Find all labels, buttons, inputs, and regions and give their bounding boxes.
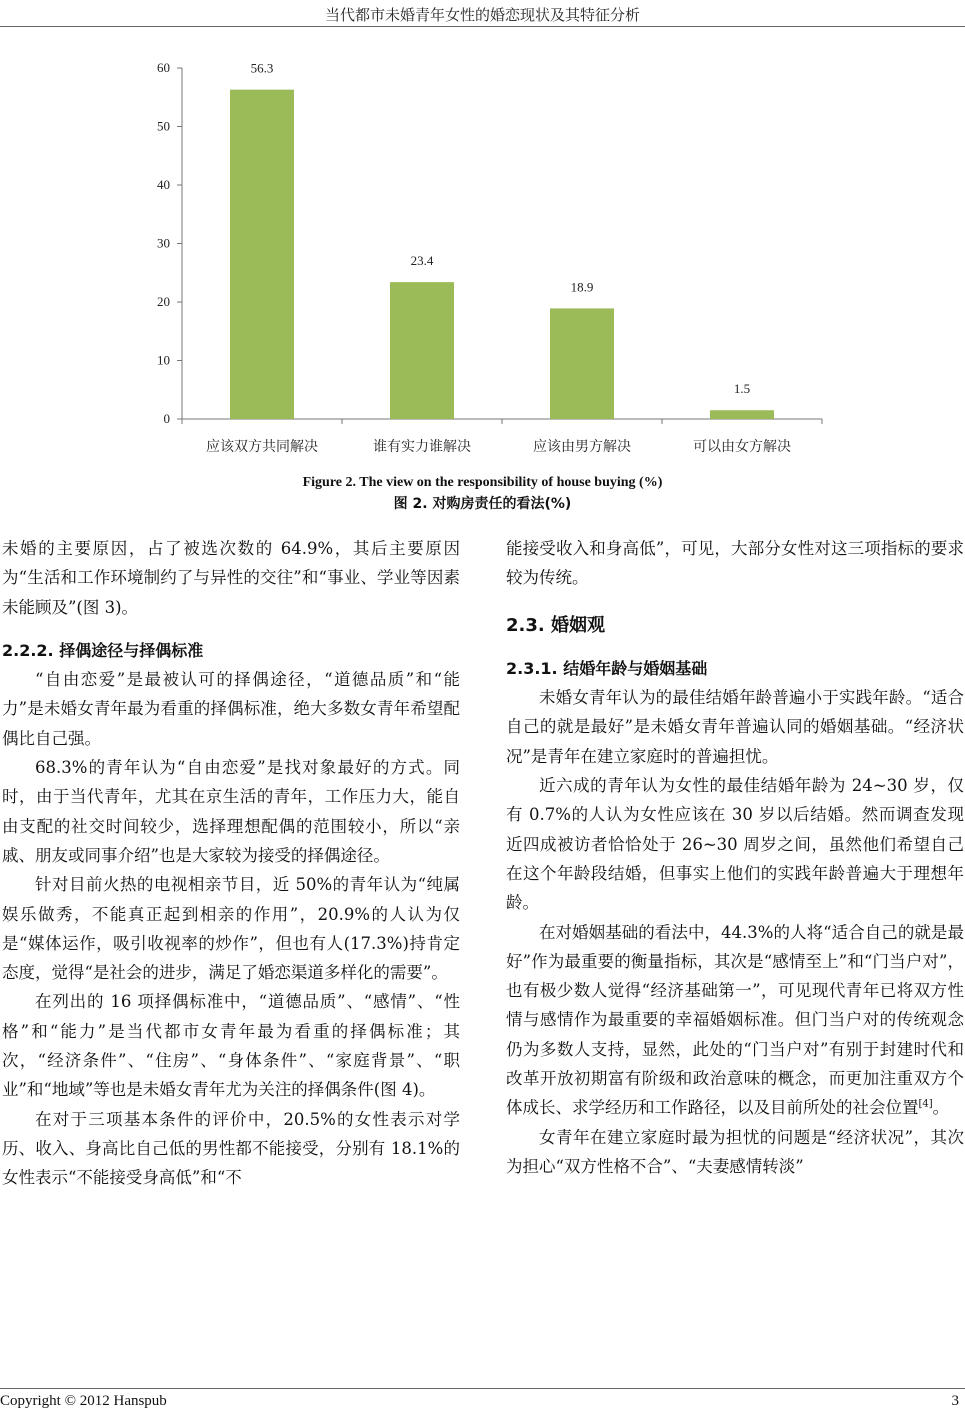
y-tick-label: 40 [157, 177, 170, 192]
paragraph-text: 。 [932, 1098, 950, 1118]
paragraph: 近六成的青年认为女性的最佳结婚年龄为 24~30 岁，仅有 0.7%的人认为女性应该在 30 岁以后结婚。然而调查发现近四成被访者恰恰处于 26~30 周岁之间，虽然他们希望自己在这个年龄段结婚，但事实上他们的实践年龄普遍大于理想年龄。 [506, 776, 964, 913]
figure-caption-zh: 图 2. 对购房责任的看法(%) [393, 496, 572, 512]
left-column [2, 534, 460, 1193]
y-tick-label: 0 [163, 411, 170, 426]
paragraph: 未婚女青年认为的最佳结婚年龄普遍小于实践年龄。“适合自己的就是最好”是未婚女青年普遍认同的婚姻基础。“经济状况”是青年在建立家庭时的普遍担忧。 [506, 688, 964, 766]
data-label: 1.5 [733, 381, 751, 397]
section-heading-2-3-1: 2.3.1. 结婚年龄与婚姻基础 [506, 658, 708, 678]
data-label: 56.3 [250, 60, 274, 76]
category-label: 应该由男方解决 [533, 439, 631, 455]
paragraph: 在列出的 16 项择偶标准中，“道德品质”、“感情”、“性格”和“能力”是当代都市女青年最为看重的择偶标准；其次，“经济条件”、“住房”、“身体条件”、“家庭背景”、“职业”和“地域”等也是未婚女青年尤为关注的择偶条件(图 4)。 [2, 992, 460, 1100]
y-tick-label: 60 [157, 60, 170, 75]
section-heading-2-2-2: 2.2.2. 择偶途径与择偶标准 [2, 640, 204, 660]
paragraph: 未婚的主要原因，占了被选次数的 64.9%，其后主要原因为“生活和工作环境制约了与异性的交往”和“事业、学业等因素未能顾及”(图 3)。 [2, 539, 460, 617]
bar [710, 410, 774, 419]
house-buying-bar-chart [0, 40, 965, 465]
bar [230, 90, 294, 419]
bar [390, 282, 454, 419]
paragraph: 68.3%的青年认为“自由恋爱”是找对象最好的方式。同时，由于当代青年，尤其在京生活的青年，工作压力大，能自由支配的社交时间较少，选择理想配偶的范围较小，所以“亲戚、朋友或同事介绍”也是大家较为接受的择偶途径。 [2, 758, 460, 865]
header-rule [0, 26, 965, 27]
paragraph-text: 在对婚姻基础的看法中，44.3%的人将“适合自己的就是最好”作为最重要的衡量指标，其次是“感情至上”和“门当户对”，也有极少数人觉得“经济基础第一”，可见现代青年已将双方性情与感情作为最重要的幸福婚姻标准。但门当户对的传统观念仍为多数人支持，显然，此处的“门当户对”有别于封建时代和改革开放初期富有阶级和政治意味的概念，而更加注重双方个体成长、求学经历和工作路径，以及目前所处的社会位置 [506, 922, 964, 1118]
y-tick-label: 20 [157, 294, 170, 309]
paragraph [506, 918, 964, 1123]
bar [550, 308, 614, 419]
category-label: 可以由女方解决 [693, 439, 791, 455]
category-label: 应该双方共同解决 [206, 439, 318, 455]
footer-copyright: Copyright © 2012 Hanspub [0, 1393, 167, 1409]
section-heading-2-3: 2.3. 婚姻观 [506, 614, 605, 636]
citation-ref: [4] [918, 1098, 933, 1110]
paragraph: “自由恋爱”是最被认可的择偶途径，“道德品质”和“能力”是未婚女青年最为看重的择偶标准，绝大多数女青年希望配偶比自己强。 [2, 670, 460, 748]
running-header: 当代都市未婚青年女性的婚恋现状及其特征分析 [324, 6, 640, 24]
footer-rule [0, 1388, 965, 1389]
category-label: 谁有实力谁解决 [373, 439, 471, 455]
paragraph: 在对于三项基本条件的评价中，20.5%的女性表示对学历、收入、身高比自己低的男性都不能接受，分别有 18.1%的女性表示“不能接受身高低”和“不 [2, 1109, 460, 1188]
page-number: 3 [951, 1393, 959, 1409]
chart-bars [206, 61, 791, 455]
paragraph: 女青年在建立家庭时最为担忧的问题是“经济状况”，其次为担心“双方性格不合”、“夫妻感情转淡” [506, 1127, 964, 1176]
data-label: 18.9 [570, 279, 594, 295]
y-tick-label: 30 [157, 235, 170, 251]
data-label: 23.4 [410, 253, 434, 269]
right-column [506, 534, 964, 1181]
y-tick-label: 10 [157, 352, 170, 368]
paragraph: 针对目前火热的电视相亲节目，近 50%的青年认为“纯属娱乐做秀，不能真正起到相亲的作用”，20.9%的人认为仅是“媒体运作，吸引收视率的炒作”，但也有人(17.3%)持肯定态度，觉得“是社会的进步，满足了婚恋渠道多样化的需要”。 [2, 875, 460, 983]
paragraph: 能接受收入和身高低”，可见，大部分女性对这三项指标的要求较为传统。 [506, 539, 964, 588]
figure-caption-en: Figure 2. The view on the responsibility of house buying (%) [302, 475, 663, 490]
y-tick-label: 50 [157, 118, 170, 134]
